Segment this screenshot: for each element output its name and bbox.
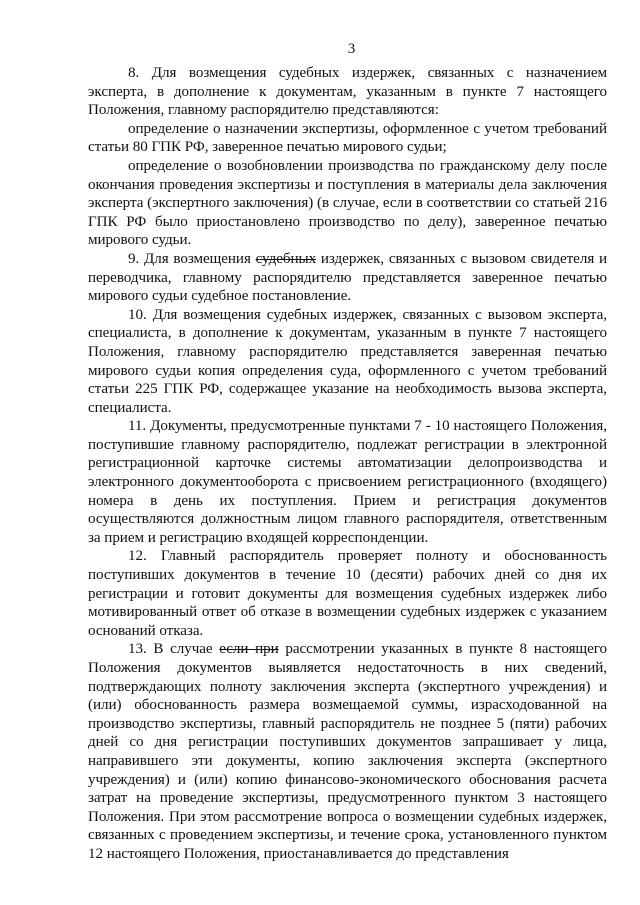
- paragraph-9: [88, 250, 607, 306]
- paragraph-13-start: 13. В случае: [128, 641, 220, 658]
- paragraph-8: 8. Для возмещения судебных издержек, связанных с назначением эксперта, в дополнение к документам, указанным в пункте 7 настоящего Положения, главному распорядителю представляются:: [88, 65, 607, 119]
- paragraph-11: 11. Документы, предусмотренные пунктами 7 - 10 настоящего Положения, поступившие главному распорядителю, подлежат регистрации в электронной регистрационной карточке системы автоматизации делопроизводства и электронного документооборота с присвоением регистрационного (входящего) номера в день их поступления. Прием и регистрация документов осуществляются должностным лицом главного распорядителя, ответственным за прием и регистрацию входящей корреспонденции.: [88, 418, 607, 546]
- paragraph-9-rest: издержек, связанных с вызовом свидетеля и переводчика, главному распорядителю представляется заверенное печатью мирового судьи судебное постановление.: [88, 250, 607, 305]
- paragraph-12: 12. Главный распорядитель проверяет полноту и обоснованность поступивших документов в течение 10 (десяти) рабочих дней со дня их регистрации и готовит документы для возмещения судебных издержек либо мотивированный ответ об отказе в возмещении судебных издержек с указанием оснований отказа.: [88, 548, 607, 639]
- struck-word: судебных: [255, 250, 317, 267]
- paragraph-9-start: 9. Для возмещения: [128, 250, 256, 267]
- paragraph-8-item-2: определение о возобновлении производства по гражданскому делу после окончания проведения экспертизы и поступления в материалы дела заключения эксперта (экспертного заключения) (в случае, если в соответствии со статьей 216 ГПК РФ было приостановлено производство по делу), заверенное печатью мирового судьи.: [88, 157, 607, 249]
- paragraph-8-item-1: определение о назначении экспертизы, оформленное с учетом требований статьи 80 ГПК РФ, заверенное печатью мирового судьи;: [88, 120, 607, 156]
- paragraph-13: [88, 640, 607, 863]
- page-number: 3: [347, 41, 356, 57]
- paragraph-13-rest: рассмотрении указанных в пункте 8 настоящего Положения документов выявляется недостаточность в них сведений, подтверждающих полноту заключения эксперта (экспертного учреждения) и (или) обоснованность размера возмещаемой суммы, израсходованной на производство экспертизы, главный распорядитель не позднее 5 (пяти) рабочих дней со дня регистрации поступивших документов запрашивает у лица, направившего эти документы, копию заключения эксперта (экспертного учреждения) и (или) копию финансово-экономического обоснования расчета затрат на проведение экспертизы, предусмотренного пунктом 3 настоящего Положения. При этом рассмотрение вопроса о возмещении судебных издержек, связанных с проведением экспертизы, и течение срока, установленного пунктом 12 настоящего Положения, приостанавливается до представления: [88, 641, 607, 862]
- paragraph-10: 10. Для возмещения судебных издержек, связанных с вызовом эксперта, специалиста, в дополнение к документам, указанным в пункте 7 настоящего Положения, главному распорядителю представляется заверенная печатью мирового судьи копия определения суда, оформленного с учетом требований статьи 225 ГПК РФ, содержащее указание на необходимость вызова эксперта, специалиста.: [88, 306, 607, 416]
- struck-words: если при: [219, 641, 279, 658]
